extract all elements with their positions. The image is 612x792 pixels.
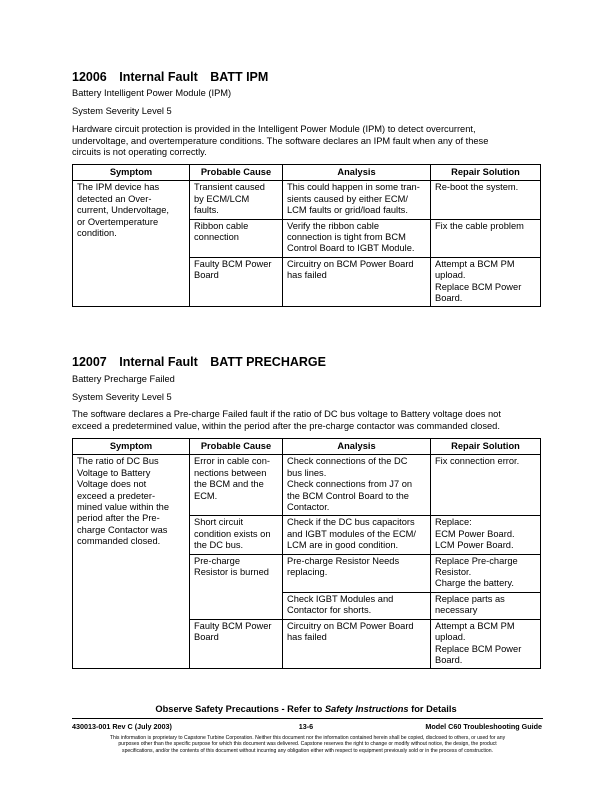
analysis-cell: Check IGBT Modules and Contactor for shorts.: [283, 592, 431, 619]
analysis-cell: Verify the ribbon cable connection is tight from BCM Control Board to IGBT Module.: [283, 219, 431, 257]
repair-cell: Re-boot the system.: [431, 181, 541, 219]
safety-notice: Observe Safety Precautions - Refer to Safety Instructions for Details: [155, 704, 457, 714]
proprietary-notice: This information is proprietary to Capstone Turbine Corporation. Neither this document nor the information contained herein shall be copied, disclosed to others, or used for any purposes other than the specific purpose for which this document was delivered. Capstone reserves the right to change or modify without notice, the design, the product specifications, and/or the contents of this document without incurring any obligation either with respect to equipment previously sold or in the process of construction.: [109, 735, 506, 754]
section-subtitle: Battery Intelligent Power Module (IPM): [72, 88, 232, 98]
cause-cell: Faulty BCM Power Board: [190, 619, 283, 669]
header-repair-solution: Repair Solution: [431, 165, 541, 181]
table-row: [73, 455, 541, 516]
analysis-cell: Check connections of the DC bus lines. Check connections from J7 on the BCM Control Board to the Contactor.: [283, 455, 431, 516]
table-header-row: [73, 165, 541, 181]
troubleshooting-table-12007: [72, 438, 541, 669]
fault-name: BATT PRECHARGE: [210, 355, 326, 369]
header-probable-cause: Probable Cause: [190, 439, 283, 455]
repair-cell: Attempt a BCM PM upload. Replace BCM Power Board.: [431, 257, 541, 307]
severity-level: System Severity Level 5: [72, 106, 172, 116]
table-header-row: [73, 439, 541, 455]
fault-category: Internal Fault: [119, 355, 198, 369]
symptom-cell: The IPM device has detected an Over- current, Undervoltage, or Overtemperature condition.: [73, 181, 190, 307]
troubleshooting-table-12006: [72, 164, 541, 307]
analysis-cell: Pre-charge Resistor Needs replacing.: [283, 554, 431, 592]
fault-category: Internal Fault: [119, 70, 198, 84]
header-symptom: Symptom: [73, 165, 190, 181]
repair-cell: Replace: ECM Power Board. LCM Power Board.: [431, 516, 541, 554]
footer-divider: [72, 718, 543, 719]
header-symptom: Symptom: [73, 439, 190, 455]
analysis-cell: Check if the DC bus capacitors and IGBT modules of the ECM/ LCM are in good condition.: [283, 516, 431, 554]
repair-cell: Replace Pre-charge Resistor. Charge the battery.: [431, 554, 541, 592]
cause-cell: Ribbon cable connection: [190, 219, 283, 257]
fault-name: BATT IPM: [210, 70, 269, 84]
section-title-12007: [72, 355, 335, 369]
safety-instructions-reference: Safety Instructions: [324, 704, 409, 714]
repair-cell: Replace parts as necessary: [431, 592, 541, 619]
fault-code: 12007: [72, 355, 107, 369]
section-description: The software declares a Pre-charge Failed fault if the ratio of DC bus voltage to Battery voltage does not exceed a predetermined value, within the period after the pre-charge contactor was commanded closed.: [72, 409, 501, 431]
cause-cell: Transient caused by ECM/LCM faults.: [190, 181, 283, 219]
header-probable-cause: Probable Cause: [190, 165, 283, 181]
page-number: 13-6: [298, 722, 314, 731]
fault-code: 12006: [72, 70, 107, 84]
guide-title: Model C60 Troubleshooting Guide: [425, 722, 542, 731]
section-title-12006: [72, 70, 277, 84]
cause-cell: Short circuit condition exists on the DC bus.: [190, 516, 283, 554]
cause-cell: Error in cable con- nections between the BCM and the ECM.: [190, 455, 283, 516]
header-analysis: Analysis: [283, 439, 431, 455]
header-repair-solution: Repair Solution: [431, 439, 541, 455]
table-row: [73, 181, 541, 219]
repair-cell: Fix connection error.: [431, 455, 541, 516]
analysis-cell: Circuitry on BCM Power Board has failed: [283, 619, 431, 669]
section-subtitle: Battery Precharge Failed: [72, 374, 175, 384]
cause-cell: Faulty BCM Power Board: [190, 257, 283, 307]
analysis-cell: This could happen in some tran- sients caused by either ECM/ LCM faults or grid/load faults.: [283, 181, 431, 219]
symptom-cell: The ratio of DC Bus Voltage to Battery Voltage does not exceed a predeter- mined value within the period after the Pre- charge Contactor was commanded closed.: [73, 455, 190, 669]
repair-cell: Attempt a BCM PM upload. Replace BCM Power Board.: [431, 619, 541, 669]
section-description: Hardware circuit protection is provided in the Intelligent Power Module (IPM) to detect overcurrent, undervoltage, and overtemperature conditions. The software declares an IPM fault when any of these circuits is not operating correctly.: [72, 124, 489, 158]
cause-cell: Pre-charge Resistor is burned: [190, 554, 283, 619]
header-analysis: Analysis: [283, 165, 431, 181]
severity-level: System Severity Level 5: [72, 392, 172, 402]
analysis-cell: Circuitry on BCM Power Board has failed: [283, 257, 431, 307]
repair-cell: Fix the cable problem: [431, 219, 541, 257]
document-number: 430013-001 Rev C (July 2003): [72, 722, 172, 731]
